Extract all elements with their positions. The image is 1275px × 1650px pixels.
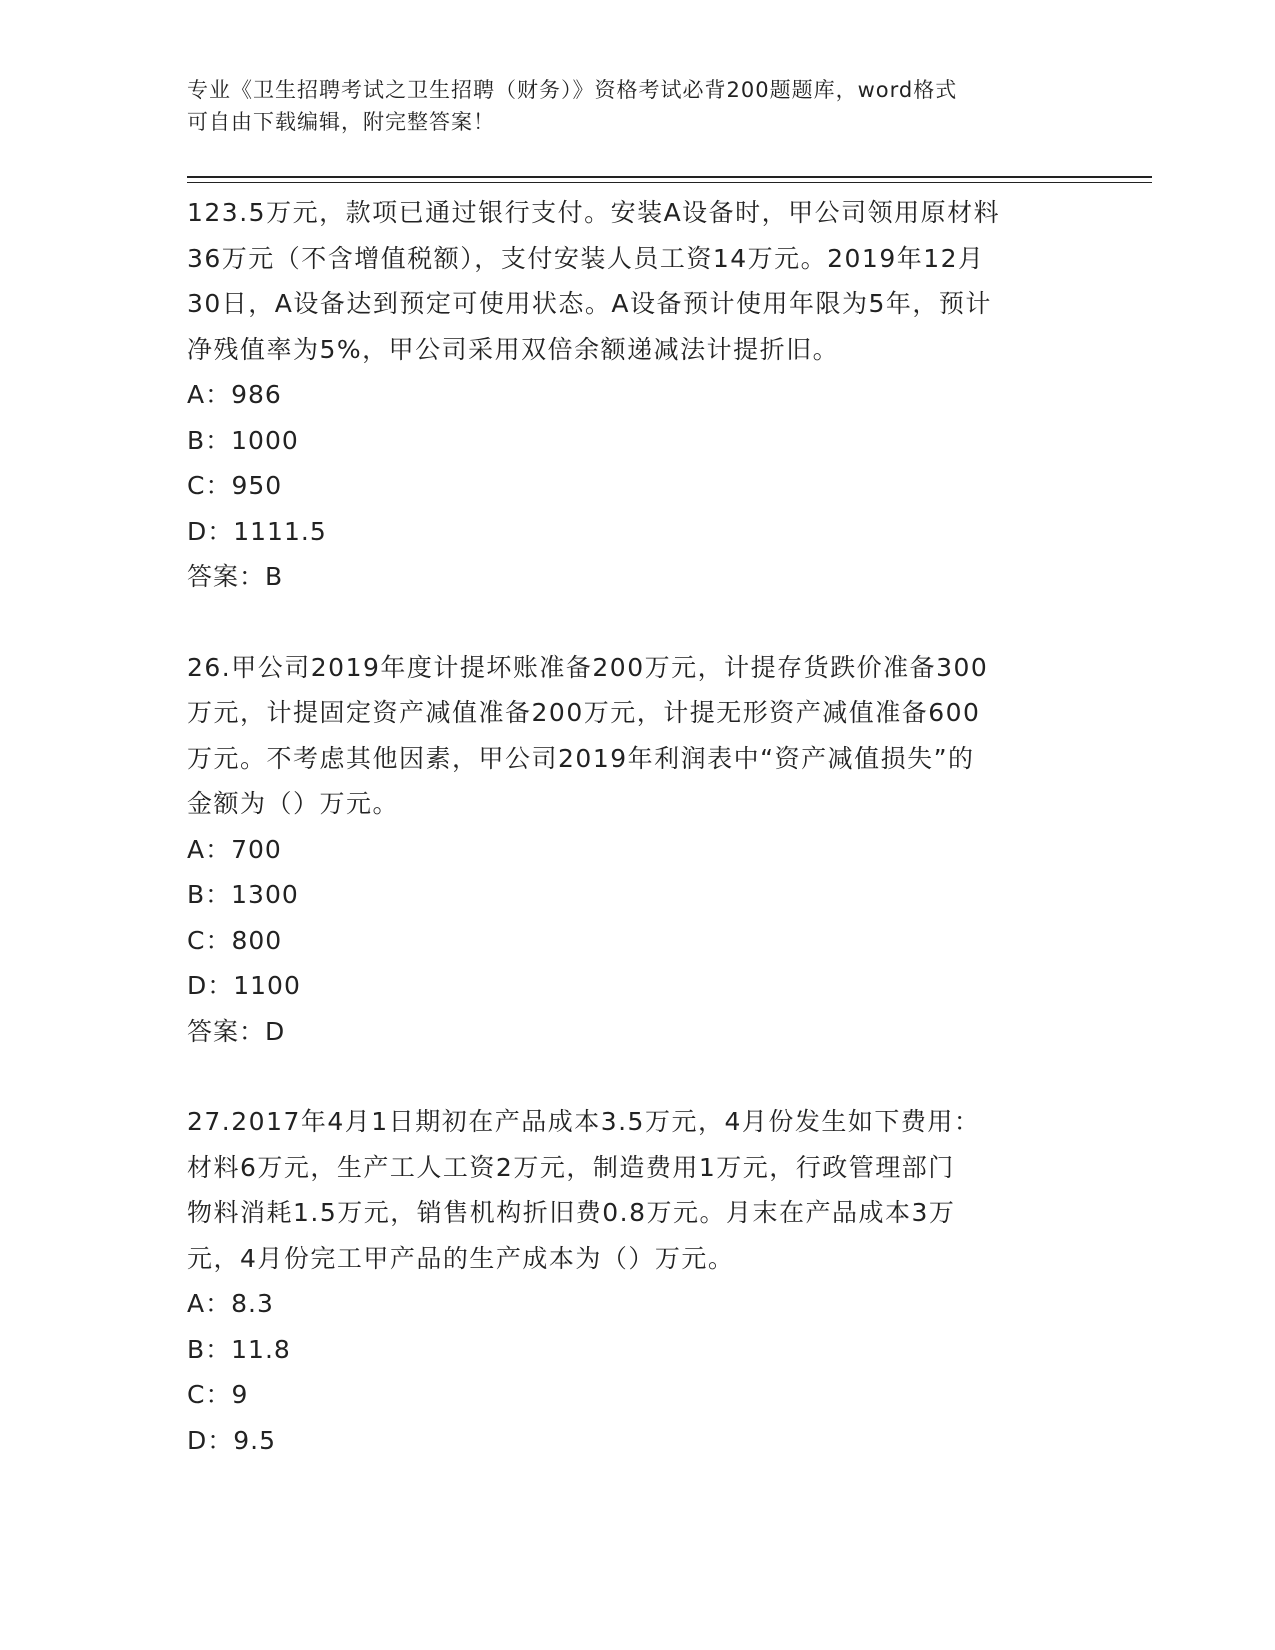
question-25 xyxy=(187,190,1087,600)
question-line: 材料6万元，生产工人工资2万元，制造费用1万元，行政管理部门 xyxy=(187,1152,955,1182)
question-line: 123.5万元，款项已通过银行支付。安装A设备时，甲公司领用原材料 xyxy=(187,198,1001,227)
answer-label: 答案：B xyxy=(187,562,284,591)
question-line: 金额为（）万元。 xyxy=(187,789,400,818)
question-text xyxy=(187,645,1087,827)
question-line: 27.2017年4月1日期初在产品成本3.5万元，4月份发生如下费用： xyxy=(187,1107,981,1136)
option-b: B：1300 xyxy=(187,880,299,909)
document-body xyxy=(187,190,1087,1463)
question-line: 物料消耗1.5万元，销售机构折旧费0.8万元。月末在产品成本3万 xyxy=(187,1198,956,1227)
option-d: D：1111.5 xyxy=(187,516,327,546)
option-b: B：1000 xyxy=(187,425,299,455)
option-c: C：9 xyxy=(187,1380,249,1409)
spacer xyxy=(187,600,1087,645)
option-c: C：800 xyxy=(187,925,283,955)
question-line: 30日，A设备达到预定可使用状态。A设备预计使用年限为5年，预计 xyxy=(187,289,992,318)
option-d: D：1100 xyxy=(187,971,301,1000)
option-a: A：700 xyxy=(187,834,282,864)
question-line: 36万元（不含增值税额），支付安装人员工资14万元。2019年12月 xyxy=(187,243,985,273)
option-a: A：986 xyxy=(187,380,282,409)
document-header xyxy=(187,74,1067,138)
header-rule-thin xyxy=(187,182,1152,183)
option-d: D：9.5 xyxy=(187,1425,277,1455)
answer-label: 答案：D xyxy=(187,1016,286,1046)
question-line: 26.甲公司2019年度计提坏账准备200万元，计提存货跌价准备300 xyxy=(187,652,989,682)
question-line: 净残值率为5%，甲公司采用双倍余额递减法计提折旧。 xyxy=(187,334,840,364)
option-a: A：8.3 xyxy=(187,1289,274,1318)
question-line: 元，4月份完工甲产品的生产成本为（）万元。 xyxy=(187,1243,735,1273)
question-line: 万元，计提固定资产减值准备200万元，计提无形资产减值准备600 xyxy=(187,698,981,727)
question-text xyxy=(187,1099,1087,1281)
question-26 xyxy=(187,645,1087,1055)
question-line: 万元。不考虑其他因素，甲公司2019年利润表中“资产减值损失”的 xyxy=(187,743,975,773)
option-c: C：950 xyxy=(187,471,283,500)
header-rule-thick xyxy=(187,176,1152,178)
spacer xyxy=(187,1054,1087,1099)
option-b: B：11.8 xyxy=(187,1334,291,1364)
question-27 xyxy=(187,1099,1087,1463)
question-text xyxy=(187,190,1087,372)
header-line-2: 可自由下载编辑，附完整答案！ xyxy=(187,110,495,134)
header-line-1: 专业《卫生招聘考试之卫生招聘（财务）》资格考试必背200题题库，word格式 xyxy=(187,78,958,102)
